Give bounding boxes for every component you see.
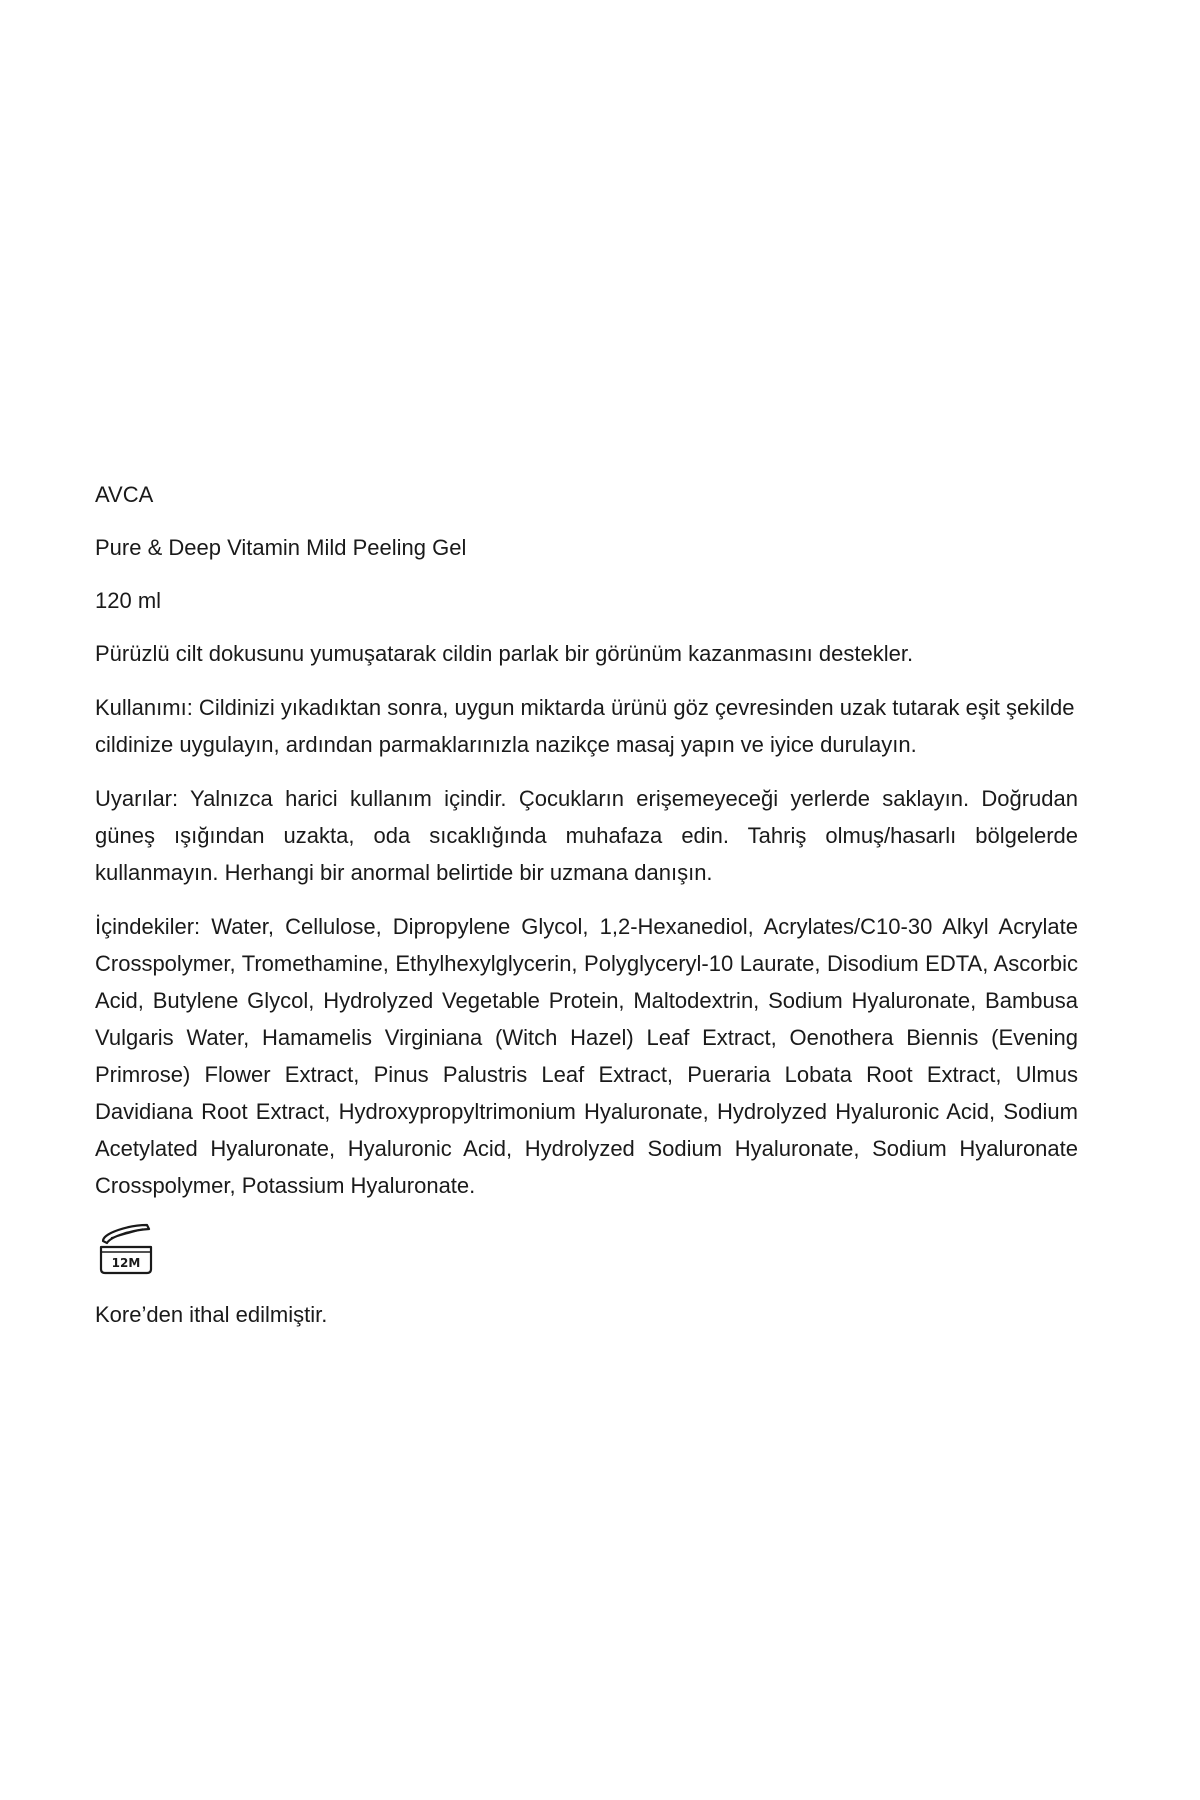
open-jar-icon [95,1221,155,1277]
brand-name: AVCA [95,482,154,507]
product-description: Pürüzlü cilt dokusunu yumuşatarak cildin parlak bir görünüm kazanmasını destekler. [95,641,914,666]
product-name: Pure & Deep Vitamin Mild Peeling Gel [95,535,467,560]
warnings-text: Uyarılar: Yalnızca harici kullanım içindir. Çocukların erişemeyeceği yerlerde saklayın. Doğrudan güneş ışığından uzakta, oda sıcaklığında muhafaza edin. Tahriş olmuş/hasarlı bölgelerde kullanmayın. Herhangi bir anormal belirtide bir uzmana danışın. [95,786,1078,885]
origin-text: Kore’den ithal edilmiştir. [95,1302,328,1327]
product-volume: 120 ml [95,588,162,613]
usage-text: Kullanımı: Cildinizi yıkadıktan sonra, uygun miktarda ürünü göz çevresinden uzak tutarak eşit şekilde cildinize uygulayın, ardından parmaklarınızla nazikçe masaj yapın ve iyice durulayın. [95,695,1075,757]
document-body [95,477,1078,1333]
pao-label: 12M [111,1256,141,1270]
ingredients-text: İçindekiler: Water, Cellulose, Dipropylene Glycol, 1,2-Hexanediol, Acrylates/C10-30 Alkyl Acrylate Crosspolymer, Tromethamine, Ethylhexylglycerin, Polyglyceryl-10 Laurate, Disodium EDTA, Ascorbic Acid, Butylene Glycol, Hydrolyzed Vegetable Protein, Maltodextrin, Sodium Hyaluronate, Bambusa Vulgaris Water, Hamamelis Virginiana (Witch Hazel) Leaf Extract, Oenothera Biennis (Evening Primrose) Flower Extract, Pinus Palustris Leaf Extract, Pueraria Lobata Root Extract, Ulmus Davidiana Root Extract, Hydroxypropyltrimonium Hyaluronate, Hydrolyzed Hyaluronic Acid, Sodium Acetylated Hyaluronate, Hyaluronic Acid, Hydrolyzed Sodium Hyaluronate, Sodium Hyaluronate Crosspolymer, Potassium Hyaluronate. [95,914,1078,1198]
